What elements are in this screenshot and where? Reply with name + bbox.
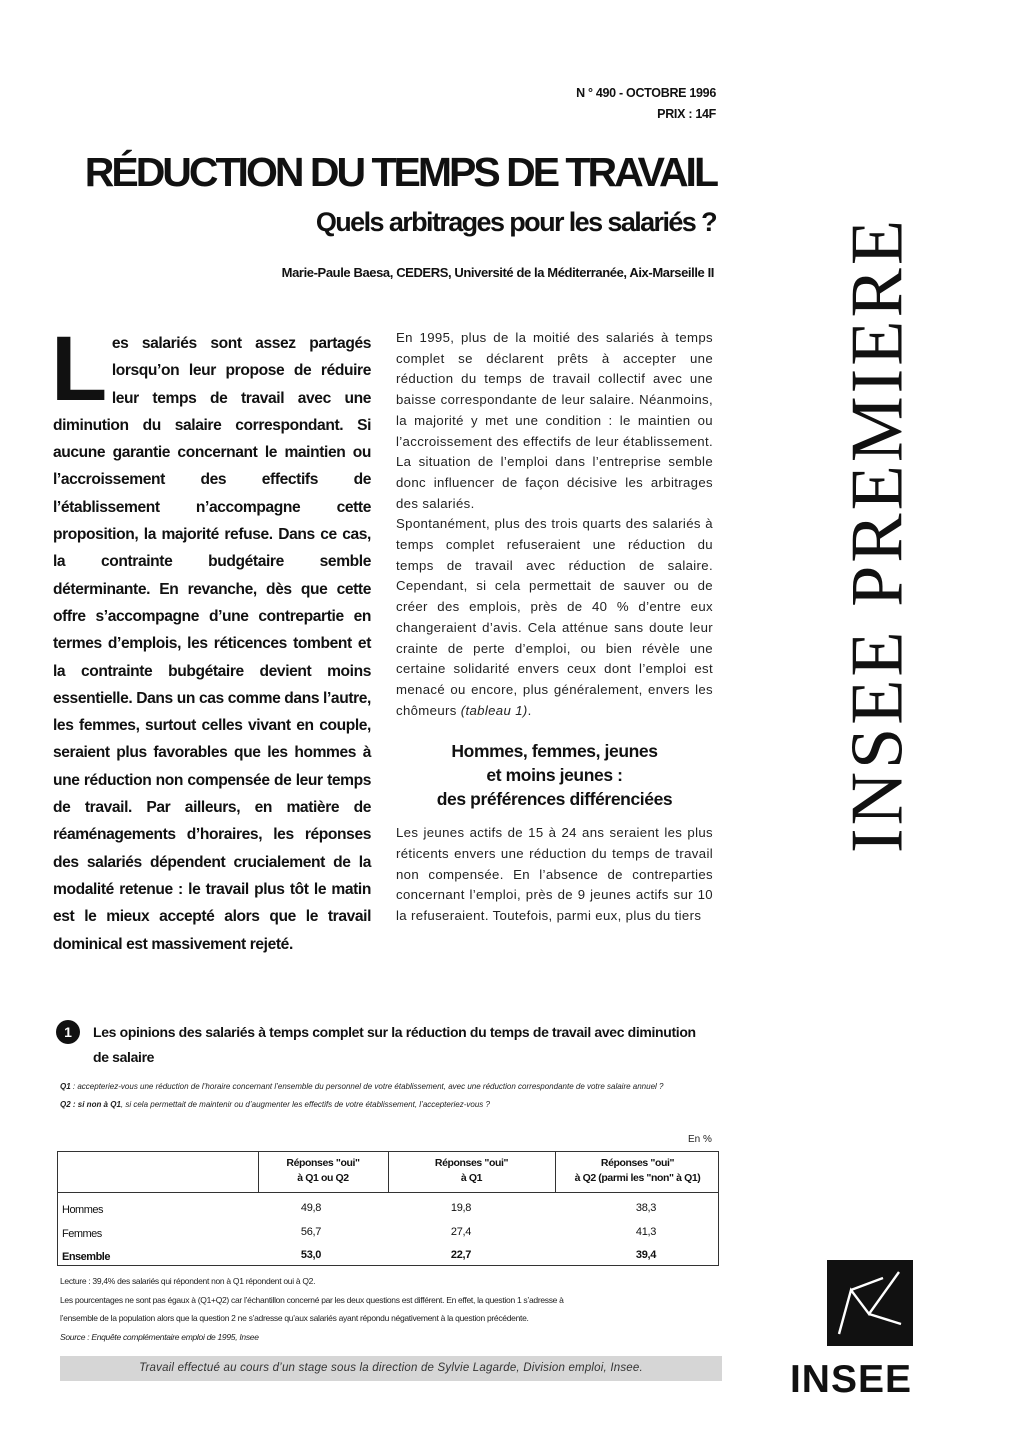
row-label: Femmes: [62, 1228, 102, 1240]
insee-logo-text: INSEE: [789, 1358, 913, 1401]
body-paragraph-2-end: .: [527, 702, 532, 718]
body-paragraph-3: Les jeunes actifs de 15 à 24 ans seraient les plus réticents envers une réduction du temps de travail non compensée. En l’absence de contreparties concernant l’emploi, près de 9 jeunes actifs sur 10 la refuseraient. Toutefois, parmi eux, plus du tiers: [396, 825, 713, 924]
body-paragraph-1: En 1995, plus de la moitié des salariés à temps complet se déclarent prêts à accepter une réduction du temps de travail collectif avec une baisse correspondante de leur salaire. Néanmoins, la majorité y met une condition : le maintien ou l’accroissement des effectifs de leur établissement. La situation de l’emploi dans l’entreprise semble donc influencer de façon décisive les arbitrages des salariés.: [396, 330, 713, 511]
note-source: [60, 1328, 720, 1347]
issue-price: PRIX : 14F: [657, 107, 716, 121]
question-2-text: , si cela permettait de maintenir ou d’augmenter les effectifs de votre établissement, l’accepteriez-vous ?: [120, 1100, 490, 1109]
table-cell: 53,0: [300, 1249, 322, 1261]
table-cell: 19,8: [450, 1202, 472, 1214]
column-header-3: [555, 1156, 720, 1186]
question-2: [60, 1096, 720, 1114]
abstract: [51, 318, 371, 958]
body-paragraph-2: [396, 514, 713, 721]
drop-cap: L: [51, 318, 107, 420]
source-text: : Enquête complémentaire emploi de 1995, Insee: [85, 1331, 259, 1342]
note-reading: Lecture : 39,4% des salariés qui répondent non à Q1 répondent oui à Q2.: [60, 1276, 316, 1286]
section-heading: [396, 739, 713, 811]
question-1-text: : accepteriez-vous une réduction de l’horaire concernant l’ensemble du personnel de votre établissement, avec une réduction correspondante de votre salaire annuel ?: [70, 1082, 664, 1091]
row-label: Ensemble: [62, 1251, 110, 1263]
data-table: [57, 1151, 719, 1266]
insee-logo-graphic: [827, 1260, 913, 1346]
table-notes: [60, 1272, 720, 1346]
column-header-2: [388, 1156, 555, 1186]
brand-vertical: [838, 170, 918, 900]
table-cell: 41,3: [635, 1226, 657, 1238]
table-cell: 56,7: [300, 1226, 322, 1238]
column-header-1: [258, 1156, 388, 1186]
table-cell: 22,7: [450, 1249, 472, 1261]
table-questions: [60, 1078, 720, 1114]
source-label: Source: [60, 1331, 86, 1342]
table-cell: 49,8: [300, 1202, 322, 1214]
column-header-3-line-2: à Q2 (parmi les "non" à Q1): [574, 1172, 701, 1184]
table-number-badge: 1: [56, 1020, 80, 1044]
page-subtitle: Quels arbitrages pour les salariés ?: [315, 207, 716, 237]
table-cell: 27,4: [450, 1226, 472, 1238]
table-cell: 39,4: [635, 1249, 657, 1261]
question-1-label: Q1: [60, 1082, 71, 1091]
column-header-1-line-2: à Q1 ou Q2: [297, 1172, 349, 1184]
column-header-2-line-2: à Q1: [460, 1172, 483, 1184]
page-title: RÉDUCTION DU TEMPS DE TRAVAIL: [84, 149, 716, 195]
note-percentages-1: Les pourcentages ne sont pas égaux à (Q1+Q2) car l’échantillon concerné par les deux questions est différent. En effet, la question 1 s’adresse à: [60, 1294, 564, 1305]
question-2-label: Q2 : si non à Q1: [60, 1100, 121, 1109]
row-label: Hommes: [62, 1204, 104, 1216]
table-cell: 38,3: [635, 1202, 657, 1214]
question-1: [60, 1078, 720, 1096]
section-heading-line-3: des préférences différenciées: [436, 789, 673, 810]
column-header-1-line-1: Réponses "oui": [286, 1157, 360, 1169]
brand-vertical-text: INSEE PREMIERE: [836, 216, 919, 854]
table-title: Les opinions des salariés à temps complet sur la réduction du temps de travail avec diminution de salaire: [93, 1024, 696, 1065]
abstract-text: es salariés sont assez partagés lorsqu’on leur propose de réduire leur temps de travail avec une diminution du salaire correspondant. Si aucune garantie concernant le maintien ou l’accroissement des effectifs de l’établissement n’accompagne cette proposition, la majorité refuse. Dans ce cas, la contrainte budgétaire semble déterminante. En revanche, dès que cette offre s’accompagne d’une contrepartie en termes d’emplois, les réticences tombent et la contrainte bubgétaire devient moins essentielle. Dans un cas comme dans l’autre, les femmes, surtout celles vivant en couple, seraient plus favorables que les hommes à une réduction non compensée de leur temps de travail. Par ailleurs, en matière de réaménagements d’horaires, les réponses des salariés dépendent crucialement de la modalité retenue : le travail plus tôt le matin est le mieux accepté alors que le travail dominical est massivement rejeté.: [53, 335, 371, 953]
table-unit: En %: [688, 1134, 712, 1145]
column-header-3-line-1: Réponses "oui": [600, 1157, 675, 1169]
footer-credit: Travail effectué au cours d’un stage sous la direction de Sylvie Lagarde, Division emploi, Insee.: [60, 1356, 722, 1381]
issue-number: N ° 490 - OCTOBRE 1996: [576, 86, 716, 100]
issue-info: [576, 83, 716, 125]
section-heading-line-1: Hommes, femmes, jeunes: [451, 741, 658, 762]
column-header-2-line-1: Réponses "oui": [434, 1157, 509, 1169]
body-paragraph-2-text: Spontanément, plus des trois quarts des salariés à temps complet refuseraient une réduction du temps de travail avec réduction de salaire. Cependant, si cela permettait de sauver ou de créer des emplois, près de 40 % d’entre eux changeraient d’avis. Cela atténue sans doute leur crainte de perte d’emploi, ou bien révèle une certaine solidarité envers ceux dont l’emploi est menacé ou encore, plus généralement, envers les chômeurs: [396, 516, 713, 718]
section-heading-line-2: et moins jeunes :: [486, 765, 623, 786]
insee-logo-mark: [827, 1260, 913, 1346]
table-reference: (tableau 1): [460, 702, 528, 718]
table-header-rule: [58, 1192, 718, 1193]
note-percentages-2: l’ensemble de la population alors que la question 2 ne s’adresse qu’aux salariés ayant répondu négativement à la question précédente.: [60, 1313, 529, 1323]
body-column: [396, 328, 713, 927]
author-line: Marie-Paule Baesa, CEDERS, Université de la Méditerranée, Aix-Marseille II: [281, 265, 714, 280]
